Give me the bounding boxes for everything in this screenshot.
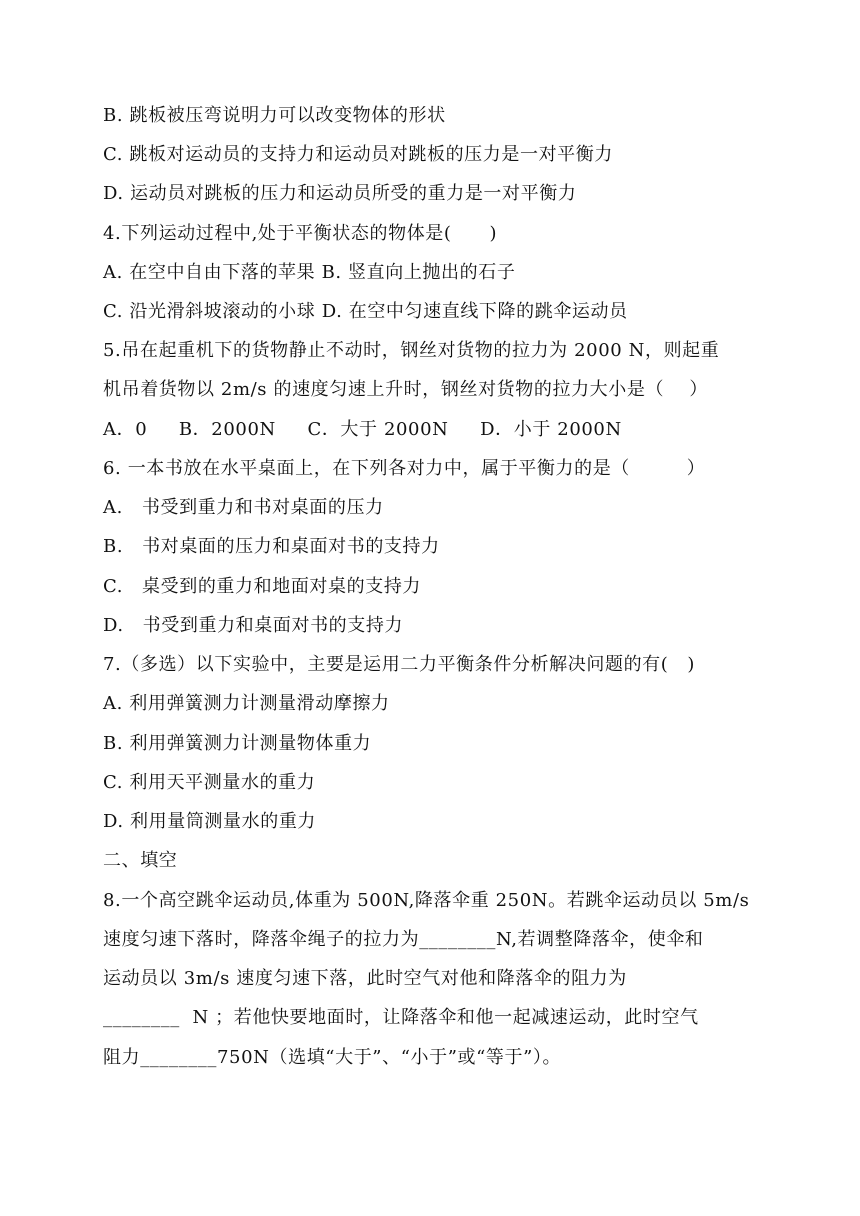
question-5-line-1: 5.吊在起重机下的货物静止不动时，钢丝对货物的拉力为 2000 N，则起重 [103,340,720,361]
option-7d: D. 利用量筒测量水的重力 [103,811,317,832]
options-4cd: C. 沿光滑斜坡滚动的小球 D. 在空中匀速直线下降的跳伞运动员 [103,301,628,322]
option-3b: B. 跳板被压弯说明力可以改变物体的形状 [103,105,446,126]
option-6c: C. 桌受到的重力和地面对桌的支持力 [103,576,422,597]
option-7b: B. 利用弹簧测力计测量物体重力 [103,733,372,754]
option-3d: D. 运动员对跳板的压力和运动员所受的重力是一对平衡力 [103,183,577,204]
options-4ab: A. 在空中自由下落的苹果 B. 竖直向上抛出的石子 [103,262,516,283]
question-8-line-1: 8.一个高空跳伞运动员,体重为 500N,降落伞重 250N。若跳伞运动员以 5m/s [103,890,750,911]
question-6: 6. 一本书放在水平桌面上，在下列各对力中，属于平衡力的是（ ） [103,458,706,479]
option-7c: C. 利用天平测量水的重力 [103,772,316,793]
option-7a: A. 利用弹簧测力计测量滑动摩擦力 [103,693,390,714]
option-6b: B. 书对桌面的压力和桌面对书的支持力 [103,536,440,557]
option-6d: D. 书受到重力和桌面对书的支持力 [103,615,404,636]
option-3c: C. 跳板对运动员的支持力和运动员对跳板的压力是一对平衡力 [103,144,613,165]
question-8-line-5: 阻力________750N（选填“大于”、“小于”或“等于”）。 [103,1047,562,1068]
section-heading-fill-in: 二、填空 [103,850,178,871]
options-5: A．0 B．2000N C．大于 2000N D．小于 2000N [103,419,622,440]
question-7: 7.（多选）以下实验中，主要是运用二力平衡条件分析解决问题的有( ) [103,654,695,675]
question-5-line-2: 机吊着货物以 2m/s 的速度匀速上升时，钢丝对货物的拉力大小是（ ） [103,379,708,400]
question-8-line-4: ________ N ；若他快要地面时，让降落伞和他一起减速运动，此时空气 [103,1007,699,1028]
question-8-line-2: 速度匀速下落时，降落伞绳子的拉力为________N,若调整降落伞，使伞和 [103,929,704,950]
option-6a: A. 书受到重力和书对桌面的压力 [103,497,384,518]
question-4: 4.下列运动过程中,处于平衡状态的物体是( ) [103,223,498,244]
question-8-line-3: 运动员以 3m/s 速度匀速下落，此时空气对他和降落伞的阻力为 [103,968,627,989]
